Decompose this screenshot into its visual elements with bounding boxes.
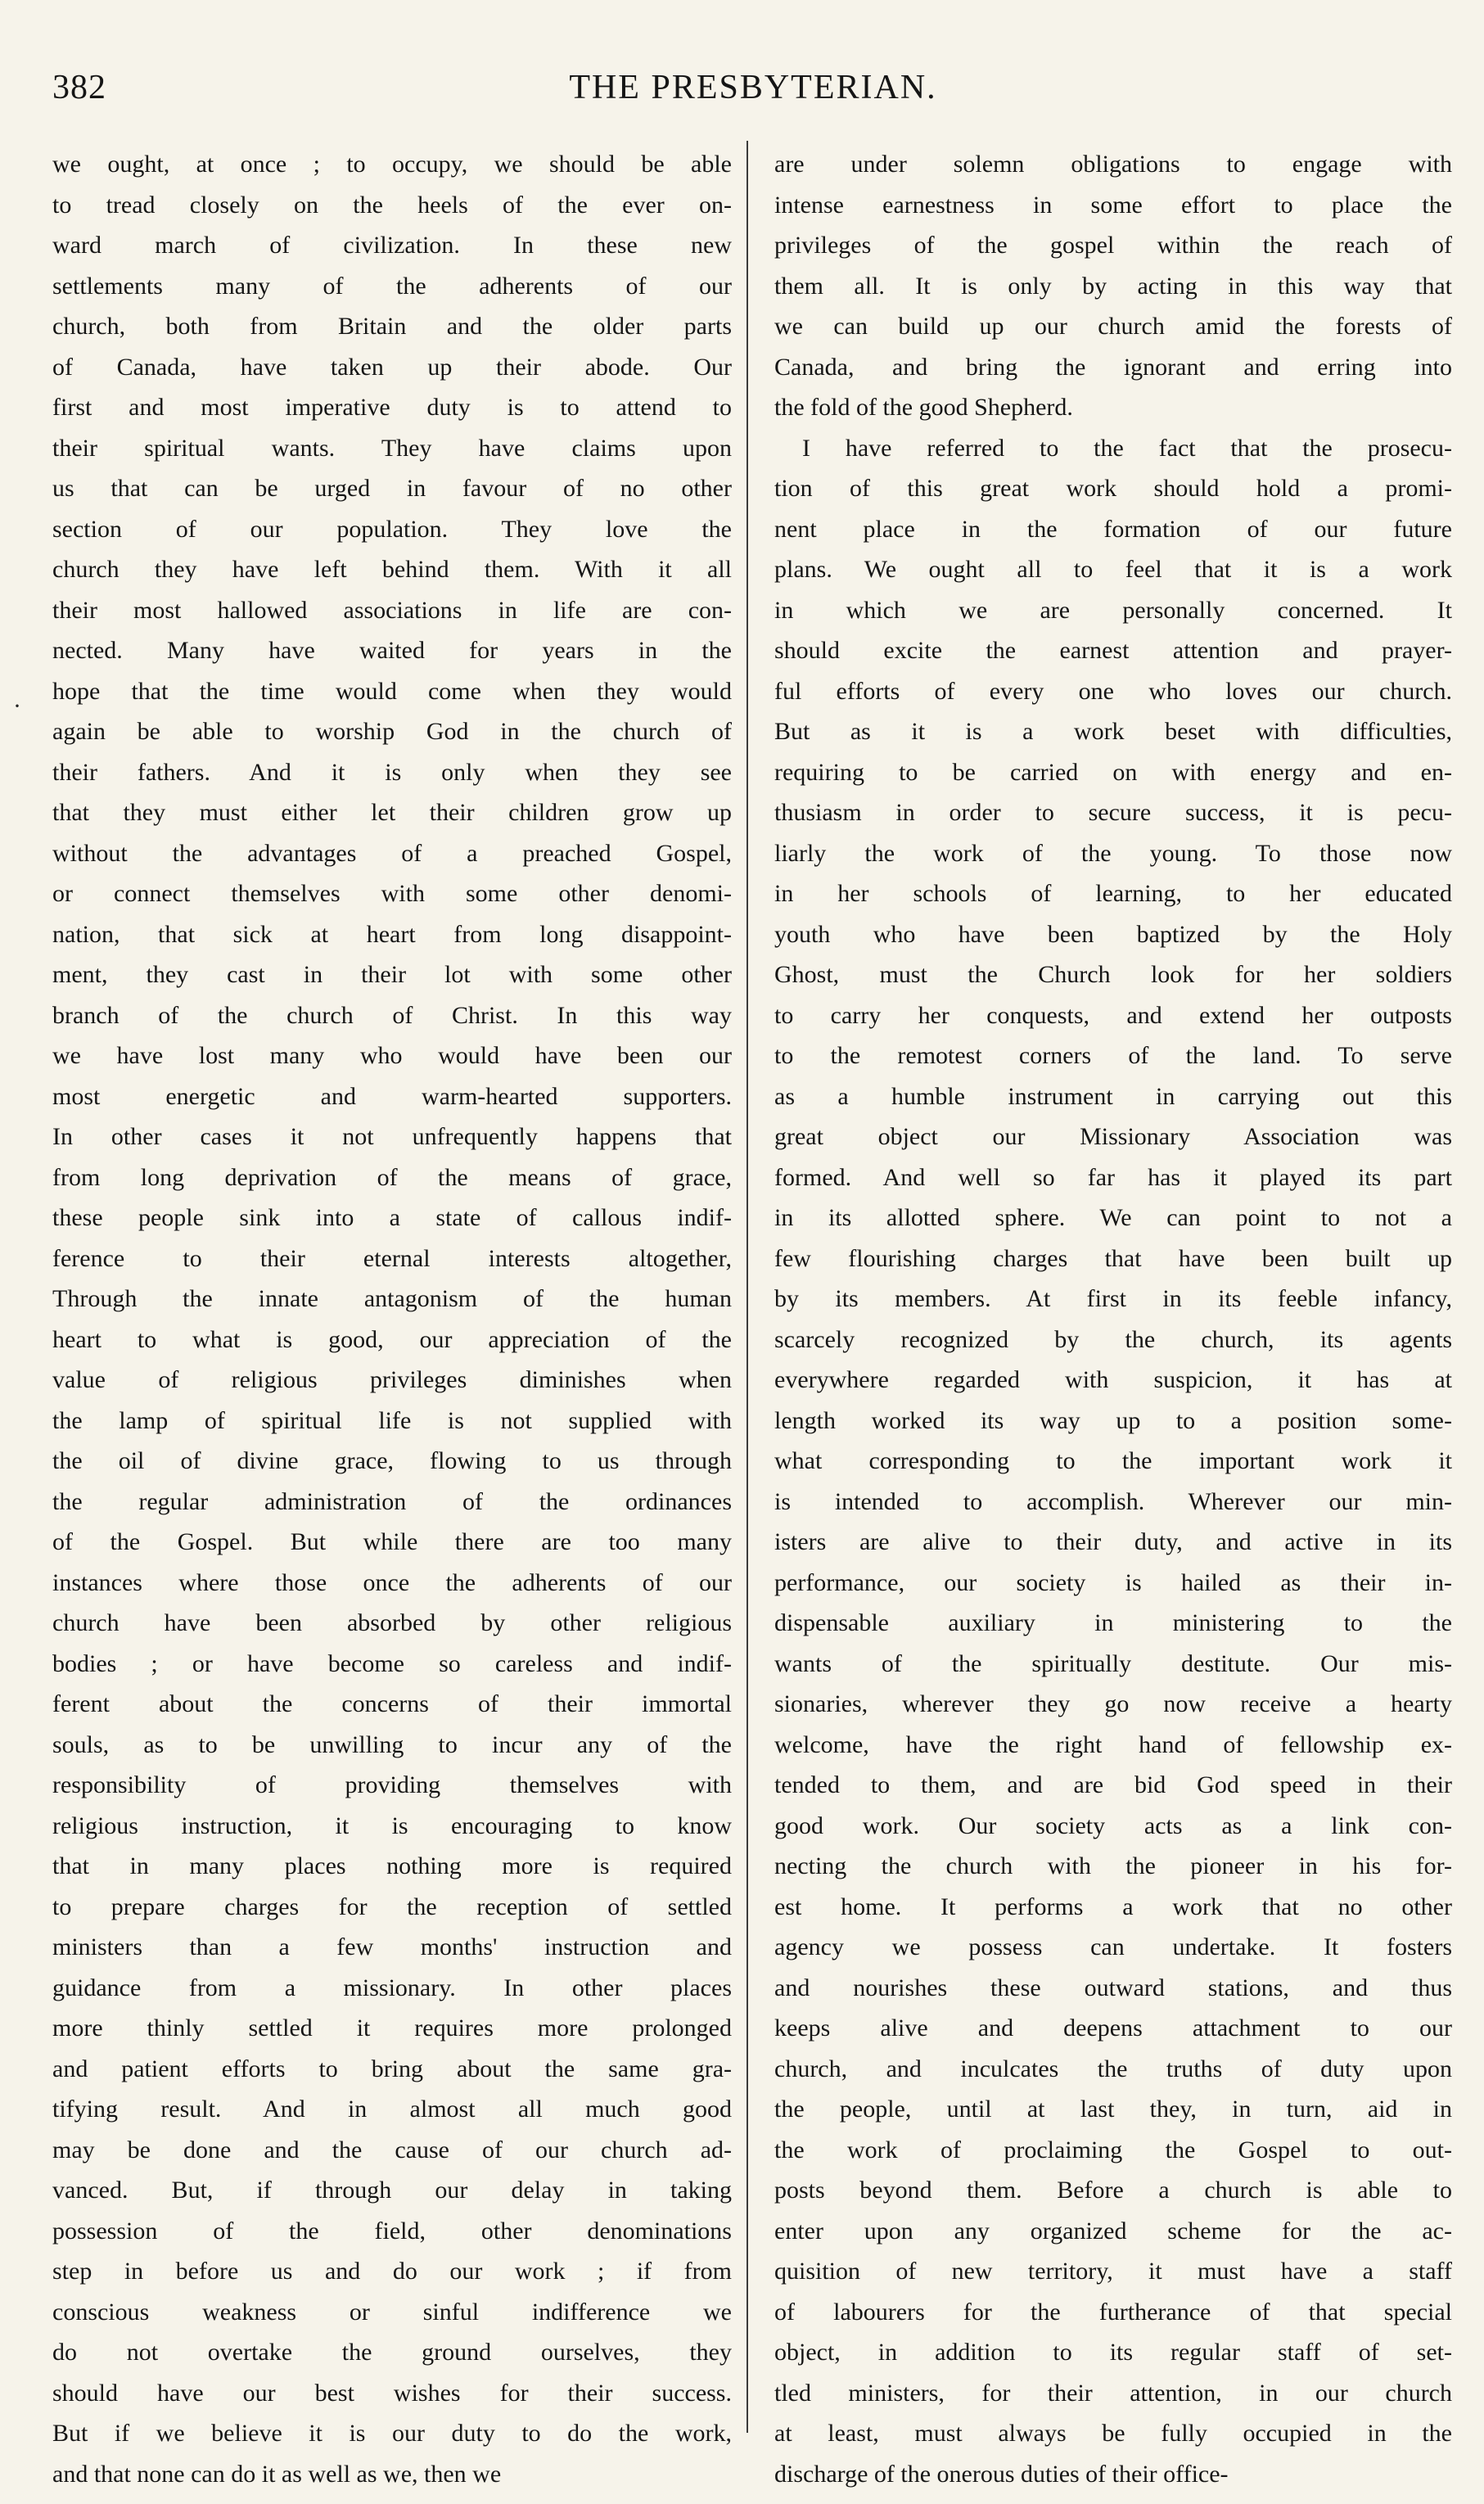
text-line: But if we believe it is our duty to do the work, [52,2420,732,2447]
text-line: guidance from a missionary. In other places [52,1974,732,2001]
text-line: ment, they cast in their lot with some other [52,961,732,988]
text-line: most energetic and warm-hearted supporters. [52,1082,732,1110]
text-line: ful efforts of every one who loves our church. [774,677,1452,705]
text-line: ferent about the concerns of their immortal [52,1690,732,1717]
column-divider [747,141,748,2433]
text-line: church, and inculcates the truths of duty upon [774,2055,1452,2082]
text-line: section of our population. They love the [52,515,732,543]
text-line: church they have left behind them. With it all [52,556,732,583]
text-line: necting the church with the pioneer in his for- [774,1852,1452,1879]
margin-dot-mark: · [13,693,21,720]
text-line: ministers than a few months' instruction and [52,1933,732,1960]
text-line: heart to what is good, our appreciation of the [52,1325,732,1353]
text-line: we can build up our church amid the forests of [774,313,1452,340]
text-line: tled ministers, for their attention, in our church [774,2379,1452,2407]
text-line: of labourers for the furtherance of that special [774,2298,1452,2326]
text-line: requiring to be carried on with energy and en- [774,758,1452,786]
text-line: and patient efforts to bring about the same gra- [52,2055,732,2082]
text-line: liarly the work of the young. To those now [774,839,1452,867]
page-number: 382 [52,69,106,106]
text-line: object, in addition to its regular staff of set- [774,2339,1452,2366]
text-line: ward march of civilization. In these new [52,232,732,259]
text-line: the oil of divine grace, flowing to us through [52,1447,732,1474]
text-line: the regular administration of the ordinances [52,1487,732,1515]
text-line: we ought, at once ; to occupy, we should be able [52,151,732,178]
text-line: and that none can do it as well as we, then we [52,2460,502,2488]
text-line: good work. Our society acts as a link con- [774,1811,1452,1839]
text-line: Through the innate antagonism of the human [52,1285,732,1312]
text-line: branch of the church of Christ. In this way [52,1001,732,1029]
text-line: religious instruction, it is encouraging to know [52,1811,732,1839]
text-line: nent place in the formation of our future [774,515,1452,543]
text-line: youth who have been baptized by the Holy [774,920,1452,948]
text-line: the fold of the good Shepherd. [774,394,1073,421]
page-title: THE PRESBYTERIAN. [569,69,937,106]
text-line: may be done and the cause of our church ad- [52,2136,732,2163]
text-line: intense earnestness in some effort to place the [774,191,1452,219]
text-line: agency we possess can undertake. It fosters [774,1933,1452,1960]
text-line: est home. It performs a work that no other [774,1893,1452,1920]
text-line: Canada, and bring the ignorant and erring into [774,353,1452,381]
text-line: dispensable auxiliary in ministering to the [774,1609,1452,1636]
text-line: church, both from Britain and the older parts [52,313,732,340]
text-line: to the remotest corners of the land. To serve [774,1042,1452,1069]
text-line: the lamp of spiritual life is not supplied with [52,1406,732,1434]
text-line: nation, that sick at heart from long disappoint- [52,920,732,948]
text-line: from long deprivation of the means of grace, [52,1163,732,1191]
text-line: privileges of the gospel within the reach of [774,232,1452,259]
text-line: sionaries, wherever they go now receive a hearty [774,1690,1452,1717]
text-line: the work of proclaiming the Gospel to out- [774,2136,1452,2163]
text-line: value of religious privileges diminishes when [52,1366,732,1393]
text-line: everywhere regarded with suspicion, it has at [774,1366,1452,1393]
text-line: step in before us and do our work ; if from [52,2258,732,2285]
text-line: in which we are personally concerned. It [774,596,1452,624]
text-line: length worked its way up to a position some- [774,1406,1452,1434]
text-line: responsibility of providing themselves with [52,1771,732,1798]
text-line: But as it is a work beset with difficulties, [774,718,1452,745]
text-line: In other cases it not unfrequently happens that [52,1123,732,1150]
text-line: their spiritual wants. They have claims upon [52,434,732,462]
text-line: the people, until at last they, in turn, aid in [774,2096,1452,2123]
text-line: their fathers. And it is only when they see [52,758,732,786]
text-line: again be able to worship God in the church of [52,718,732,745]
left-text-column [52,144,732,2494]
text-line: church have been absorbed by other religious [52,1609,732,1636]
text-line: welcome, have the right hand of fellowship ex- [774,1730,1452,1758]
text-line: Ghost, must the Church look for her soldiers [774,961,1452,988]
text-line: nected. Many have waited for years in the [52,637,732,664]
text-line: without the advantages of a preached Gospel, [52,839,732,867]
text-line: first and most imperative duty is to attend to [52,394,732,421]
text-line: keeps alive and deepens attachment to our [774,2014,1452,2042]
text-line: settlements many of the adherents of our [52,272,732,300]
right-text-column [774,144,1452,2494]
text-line: to prepare charges for the reception of settled [52,1893,732,1920]
text-line: tended to them, and are bid God speed in their [774,1771,1452,1798]
text-line: do not overtake the ground ourselves, they [52,2339,732,2366]
text-line: their most hallowed associations in life are con- [52,596,732,624]
text-line: ference to their eternal interests altogether, [52,1244,732,1272]
text-line: us that can be urged in favour of no other [52,475,732,502]
text-line: instances where those once the adherents of our [52,1568,732,1596]
text-line: souls, as to be unwilling to incur any of the [52,1730,732,1758]
text-line: or connect themselves with some other denomi- [52,880,732,907]
text-line: by its members. At first in its feeble infancy, [774,1285,1452,1312]
text-line: what corresponding to the important work it [774,1447,1452,1474]
text-line: as a humble instrument in carrying out this [774,1082,1452,1110]
text-line: that in many places nothing more is required [52,1852,732,1879]
text-line: of Canada, have taken up their abode. Our [52,353,732,381]
text-line: more thinly settled it requires more prolonged [52,2014,732,2042]
text-line: that they must either let their children grow up [52,799,732,826]
text-line: quisition of new territory, it must have a staff [774,2258,1452,2285]
text-line: performance, our society is hailed as their in- [774,1568,1452,1596]
text-line: and nourishes these outward stations, and thus [774,1974,1452,2001]
text-line: plans. We ought all to feel that it is a work [774,556,1452,583]
text-line: bodies ; or have become so careless and indif- [52,1649,732,1677]
text-line: few flourishing charges that have been built up [774,1244,1452,1272]
text-line: tion of this great work should hold a promi- [774,475,1452,502]
text-line: these people sink into a state of callous indif- [52,1204,732,1231]
text-line: hope that the time would come when they would [52,677,732,705]
text-line: discharge of the onerous duties of their office- [774,2460,1229,2488]
text-line: them all. It is only by acting in this way that [774,272,1452,300]
text-line: posts beyond them. Before a church is able to [774,2177,1452,2204]
text-line: in its allotted sphere. We can point to not a [774,1204,1452,1231]
text-line: are under solemn obligations to engage with [774,151,1452,178]
text-line: conscious weakness or sinful indifference we [52,2298,732,2326]
text-line: to tread closely on the heels of the ever on- [52,191,732,219]
text-line: possession of the field, other denominations [52,2217,732,2245]
text-line: isters are alive to their duty, and active in its [774,1528,1452,1555]
text-line: to carry her conquests, and extend her outposts [774,1001,1452,1029]
text-line: should excite the earnest attention and prayer- [774,637,1452,664]
text-line: vanced. But, if through our delay in taking [52,2177,732,2204]
text-line: thusiasm in order to secure success, it is pecu- [774,799,1452,826]
text-line: I have referred to the fact that the prosecu- [802,434,1452,462]
text-line: wants of the spiritually destitute. Our mis- [774,1649,1452,1677]
text-line: scarcely recognized by the church, its agents [774,1325,1452,1353]
text-line: formed. And well so far has it played its part [774,1163,1452,1191]
text-line: great object our Missionary Association was [774,1123,1452,1150]
text-line: enter upon any organized scheme for the ac- [774,2217,1452,2245]
text-line: tifying result. And in almost all much good [52,2096,732,2123]
text-line: of the Gospel. But while there are too many [52,1528,732,1555]
text-line: in her schools of learning, to her educated [774,880,1452,907]
text-line: should have our best wishes for their success. [52,2379,732,2407]
text-line: we have lost many who would have been our [52,1042,732,1069]
text-line: at least, must always be fully occupied in the [774,2420,1452,2447]
text-line: is intended to accomplish. Wherever our min- [774,1487,1452,1515]
